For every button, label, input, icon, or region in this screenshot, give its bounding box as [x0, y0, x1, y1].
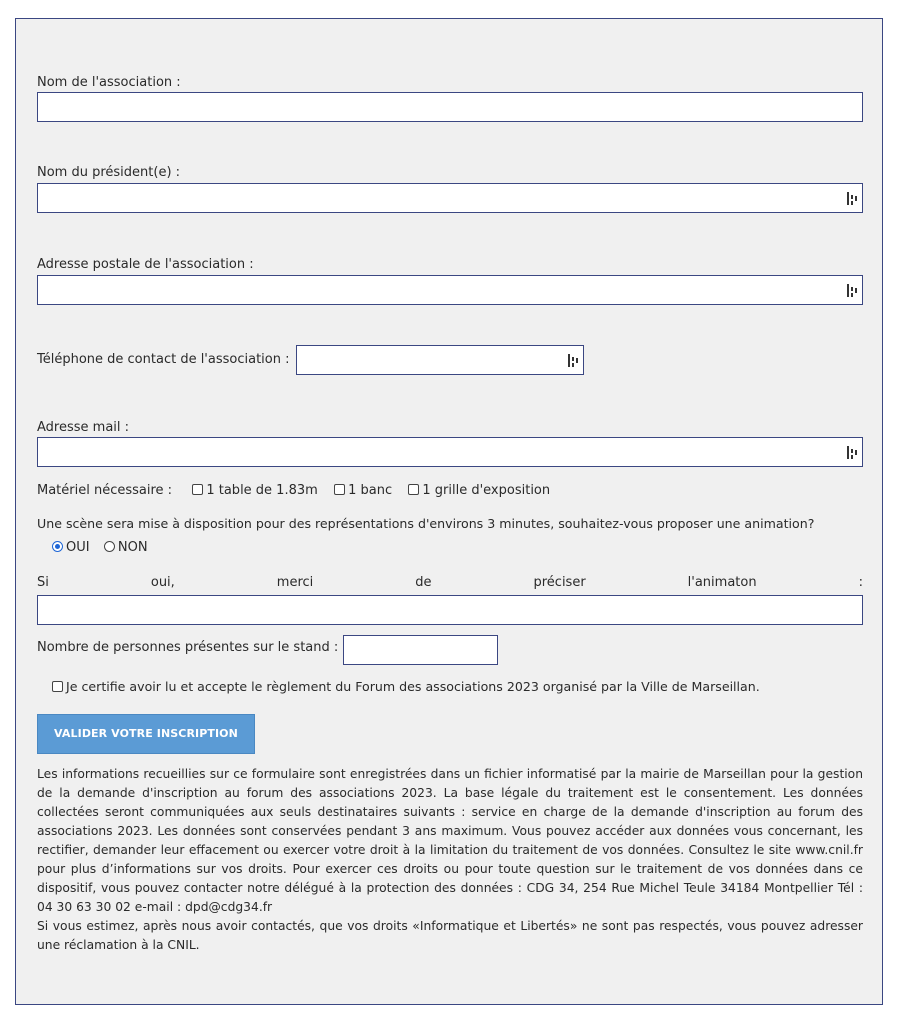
email-input[interactable] — [37, 437, 863, 467]
scene-options — [52, 540, 148, 555]
animation-word: merci — [276, 575, 314, 590]
certify-label: Je certifie avoir lu et accepte le règlement du Forum des associations 2023 organisé par la Ville de Marseillan. — [66, 679, 760, 694]
checkbox-table[interactable] — [192, 484, 203, 495]
animation-word: l'animaton — [687, 575, 757, 590]
privacy-paragraph-2: Si vous estimez, après nous avoir contactés, que vos droits «Informatique et Libertés» ne sont pas respectés, vous pouvez adresser une réclamation à la CNIL. — [37, 919, 863, 952]
animation-word: : — [858, 575, 863, 590]
president-label: Nom du président(e) : — [37, 165, 181, 180]
address-input[interactable] — [37, 275, 863, 305]
animation-word: préciser — [533, 575, 586, 590]
radio-non[interactable] — [104, 541, 115, 552]
keyboard-input-icon[interactable] — [847, 446, 857, 459]
submit-button[interactable]: VALIDER VOTRE INSCRIPTION — [37, 714, 255, 754]
privacy-paragraph-1: Les informations recueillies sur ce formulaire sont enregistrées dans un fichier informatisé par la mairie de Marseillan pour la gestion de la demande d'inscription au forum des associations 2023. La base légale du traitement est le consentement. Les données collectées seront communiquées aux seuls destinataires suivants : service en charge de la demande d'inscription au forum des associations 2023. Les données sont conservées pendant 3 ans maximum. Vous pouvez accéder aux données vous concernant, les rectifier, demander leur effacement ou exercer votre droit à la limitation du traitement de vos données. Consultez le site www.cnil.fr pour plus d’informations sur vos droits. Pour exercer ces droits ou pour toute question sur le traitement de vos données dans ce dispositif, vous pouvez contacter notre délégué à la protection des données : CDG 34, 254 Rue Michel Teule 34184 Montpellier Tél : 04 30 63 30 02 e-mail : dpd@cdg34.fr — [37, 767, 863, 914]
association-name-label: Nom de l'association : — [37, 75, 181, 90]
option-table-label: 1 table de 1.83m — [206, 483, 318, 498]
email-label: Adresse mail : — [37, 420, 130, 435]
keyboard-input-icon[interactable] — [568, 354, 578, 367]
animation-word: Si — [37, 575, 49, 590]
materiel-label: Matériel nécessaire : — [37, 483, 173, 498]
certify-row — [52, 679, 760, 694]
checkbox-certify[interactable] — [52, 681, 63, 692]
association-name-input[interactable] — [37, 92, 863, 122]
option-grid-label: 1 grille d'exposition — [422, 483, 551, 498]
scene-question: Une scène sera mise à disposition pour des représentations d'environs 3 minutes, souhaitez-vous proposer une animation? — [37, 516, 815, 531]
privacy-notice — [37, 765, 863, 955]
animation-word: de — [415, 575, 432, 590]
option-bench-label: 1 banc — [348, 483, 393, 498]
radio-oui[interactable] — [52, 541, 63, 552]
phone-input[interactable] — [296, 345, 584, 375]
keyboard-input-icon[interactable] — [847, 284, 857, 297]
president-input[interactable] — [37, 183, 863, 213]
phone-label: Téléphone de contact de l'association : — [37, 352, 290, 367]
registration-form-panel — [15, 18, 883, 1005]
animation-label — [37, 575, 863, 590]
address-label: Adresse postale de l'association : — [37, 257, 254, 272]
checkbox-bench[interactable] — [334, 484, 345, 495]
animation-input[interactable] — [37, 595, 863, 625]
checkbox-grid[interactable] — [408, 484, 419, 495]
persons-input[interactable] — [343, 635, 498, 665]
radio-oui-label: OUI — [66, 540, 90, 555]
keyboard-input-icon[interactable] — [847, 192, 857, 205]
materiel-row — [37, 483, 550, 498]
persons-label: Nombre de personnes présentes sur le stand : — [37, 640, 339, 655]
radio-non-label: NON — [117, 540, 148, 555]
animation-word: oui, — [150, 575, 175, 590]
